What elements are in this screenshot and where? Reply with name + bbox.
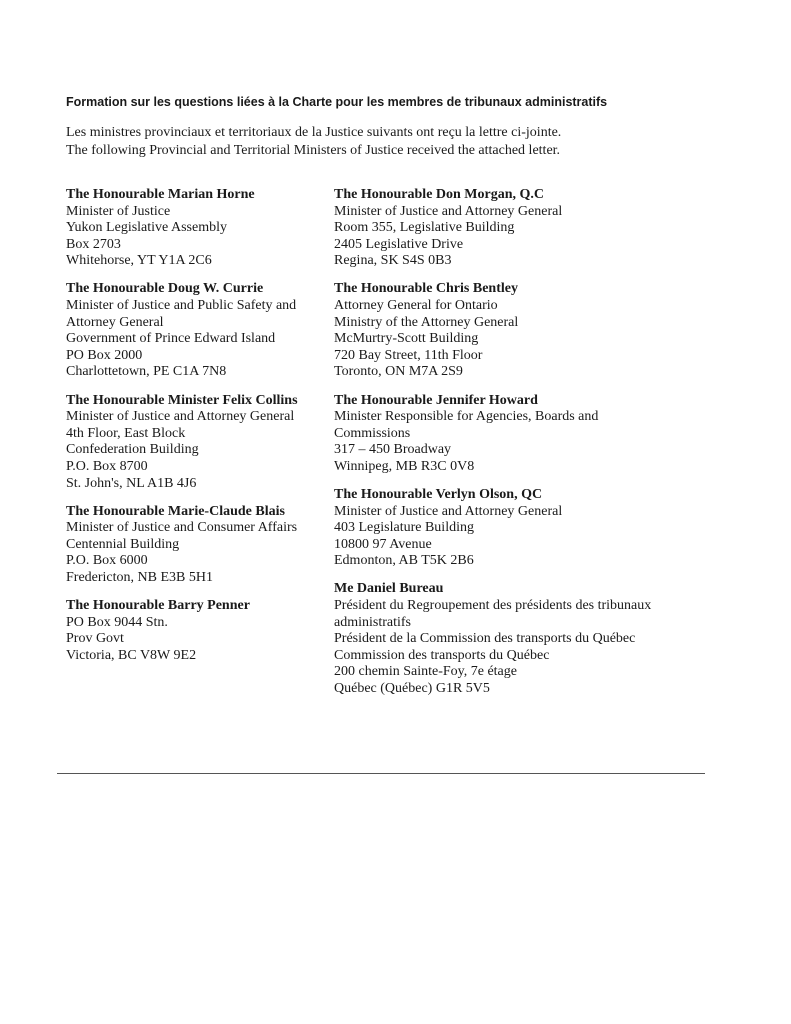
recipient-name: Me Daniel Bureau [334, 581, 444, 597]
recipient-name: The Honourable Jennifer Howard [334, 392, 538, 408]
address-line: Room 355, Legislative Building [334, 220, 515, 236]
address-line: 403 Legislature Building [334, 520, 474, 536]
address-line: Minister Responsible for Agencies, Boards and [334, 409, 599, 425]
address-line: Toronto, ON M7A 2S9 [334, 364, 463, 380]
recipient-name: The Honourable Chris Bentley [334, 281, 518, 297]
address-block [66, 504, 328, 587]
address-line: Whitehorse, YT Y1A 2C6 [66, 253, 212, 269]
address-line: Fredericton, NB E3B 5H1 [66, 569, 213, 585]
address-line: administratifs [334, 614, 411, 630]
address-line: 317 – 450 Broadway [334, 442, 452, 458]
address-line: 200 chemin Sainte-Foy, 7e étage [334, 664, 517, 680]
address-line: Regina, SK S4S 0B3 [334, 253, 452, 269]
address-line: Centennial Building [66, 536, 180, 552]
address-line: Edmonton, AB T5K 2B6 [334, 553, 474, 569]
recipient-name: The Honourable Minister Felix Collins [66, 392, 298, 408]
intro-english: The following Provincial and Territorial Ministers of Justice received the attached letter. [66, 143, 561, 158]
address-line: Charlottetown, PE C1A 7N8 [66, 364, 227, 380]
address-line: Box 2703 [66, 236, 121, 252]
address-line: St. John's, NL A1B 4J6 [66, 475, 197, 491]
address-line: 4th Floor, East Block [66, 425, 186, 441]
address-line: Minister of Justice and Attorney General [66, 409, 295, 425]
address-line: Government of Prince Edward Island [66, 331, 276, 347]
address-line: Confederation Building [66, 442, 199, 458]
address-line: Président de la Commission des transports du Québec [334, 631, 636, 647]
intro-french: Les ministres provinciaux et territoriaux de la Justice suivants ont reçu la lettre ci-jointe. [66, 125, 562, 140]
address-line: Minister of Justice [66, 203, 171, 219]
address-line: PO Box 2000 [66, 347, 143, 363]
horizontal-divider [57, 773, 705, 774]
address-line: P.O. Box 8700 [66, 458, 148, 474]
address-line: P.O. Box 6000 [66, 553, 148, 569]
address-line: Québec (Québec) G1R 5V5 [334, 681, 490, 697]
address-line: PO Box 9044 Stn. [66, 614, 168, 630]
recipient-name: The Honourable Doug W. Currie [66, 281, 264, 297]
address-line: Prov Govt [66, 631, 124, 647]
address-line: Victoria, BC V8W 9E2 [66, 647, 197, 663]
address-line: Winnipeg, MB R3C 0V8 [334, 458, 475, 474]
page-title: Formation sur les questions liées à la Charte pour les membres de tribunaux administratifs [66, 95, 608, 109]
address-line: 10800 97 Avenue [334, 536, 432, 552]
address-line: Ministry of the Attorney General [334, 314, 519, 330]
address-block [66, 187, 328, 270]
address-line: Minister of Justice and Attorney General [334, 503, 563, 519]
address-line: Yukon Legislative Assembly [66, 220, 227, 236]
address-block [334, 581, 694, 697]
address-block [334, 487, 694, 570]
address-line: Commission des transports du Québec [334, 647, 550, 663]
recipients-left-column [66, 187, 328, 676]
address-line: Commissions [334, 425, 411, 441]
recipient-name: The Honourable Barry Penner [66, 598, 250, 614]
address-line: Minister of Justice and Attorney General [334, 203, 563, 219]
address-line: Président du Regroupement des présidents des tribunaux [334, 598, 652, 614]
address-block [334, 187, 694, 270]
recipient-name: The Honourable Verlyn Olson, QC [334, 487, 543, 502]
address-line: Minister of Justice and Consumer Affairs [66, 520, 298, 536]
address-line: 2405 Legislative Drive [334, 236, 464, 252]
address-line: Attorney General for Ontario [334, 298, 498, 314]
address-line: Attorney General [66, 314, 164, 330]
recipients-right-column [334, 187, 694, 709]
intro [66, 124, 746, 160]
recipient-name: The Honourable Don Morgan, Q.C [334, 187, 545, 202]
address-block [334, 393, 694, 476]
address-line: Minister of Justice and Public Safety and [66, 298, 297, 314]
recipient-name: The Honourable Marie-Claude Blais [66, 503, 285, 519]
address-line: 720 Bay Street, 11th Floor [334, 347, 483, 363]
address-block [66, 393, 328, 493]
recipient-name: The Honourable Marian Horne [66, 187, 255, 202]
address-block [66, 281, 328, 381]
address-block [334, 281, 694, 381]
address-block [66, 598, 328, 664]
address-line: McMurtry-Scott Building [334, 331, 479, 347]
